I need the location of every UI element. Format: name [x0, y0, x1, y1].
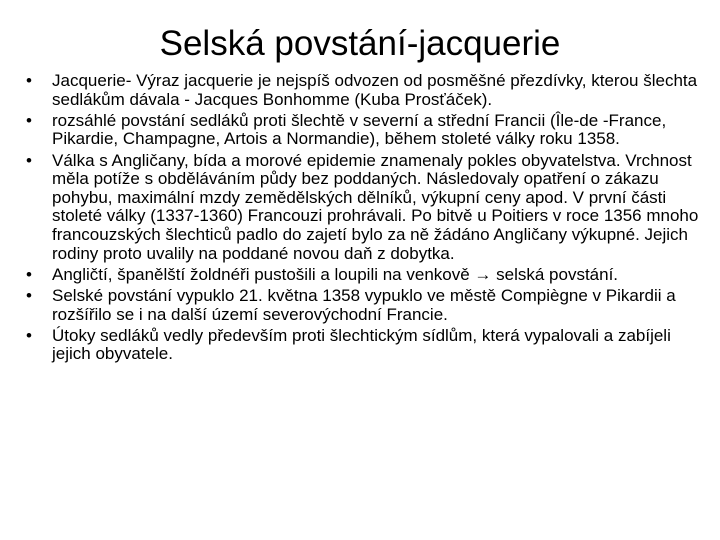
bullet-text: Selské povstání vypuklo 21. května 1358 vypuklo ve městě Compiègne v Pikardii a rozšířilo se i na další území severovýchodní Francie. — [52, 285, 676, 324]
bullet-text: Válka s Angličany, bída a morové epidemie znamenaly pokles obyvatelstva. Vrchnost měla potíže s obděláváním půdy bez poddaných. Následovaly opatření o zákazu pohybu, maximální mzdy zemědělských dělníků, výkupní ceny apod. V první části stoleté války (1337-1360) Francouzi prohrávali. Po bitvě u Poitiers v roce 1356 mnoho francouzských šlechticů padlo do zajetí bylo za ně žádáno Angličany výkupné. Jejich rodiny proto uvalily na poddané novou daň z dobytka. — [52, 150, 699, 263]
bullet-text: Angličtí, španělští žoldnéři pustošili a loupili na venkově → selská povstání. — [52, 264, 619, 284]
bullet-item — [22, 112, 712, 149]
bullet-item — [22, 266, 712, 285]
bullet-text: Útoky sedláků vedly především proti šlechtickým sídlům, která vypalovali a zabíjeli jejich obyvatele. — [52, 325, 671, 364]
bullet-list — [22, 72, 712, 366]
bullet-text: rozsáhlé povstání sedláků proti šlechtě v severní a střední Francii (Île-de -France, Pikardie, Champagne, Artois a Normandie), během stoleté války roku 1358. — [52, 110, 667, 149]
bullet-item — [22, 287, 712, 324]
bullet-marker: • — [26, 71, 32, 90]
bullet-item — [22, 152, 712, 264]
bullet-marker: • — [26, 285, 32, 305]
bullet-marker: • — [26, 264, 32, 284]
bullet-marker: • — [26, 325, 32, 345]
slide-title: Selská povstání-jacquerie — [159, 24, 561, 63]
bullet-marker: • — [26, 150, 32, 170]
bullet-item — [22, 72, 712, 109]
bullet-text: Jacquerie- Výraz jacquerie je nejspíš odvozen od posměšné přezdívky, kterou šlechta sedlákům dávala - Jacques Bonhomme (Kuba Prosťáček). — [52, 71, 698, 109]
bullet-item — [22, 327, 712, 364]
bullet-marker: • — [26, 110, 32, 130]
